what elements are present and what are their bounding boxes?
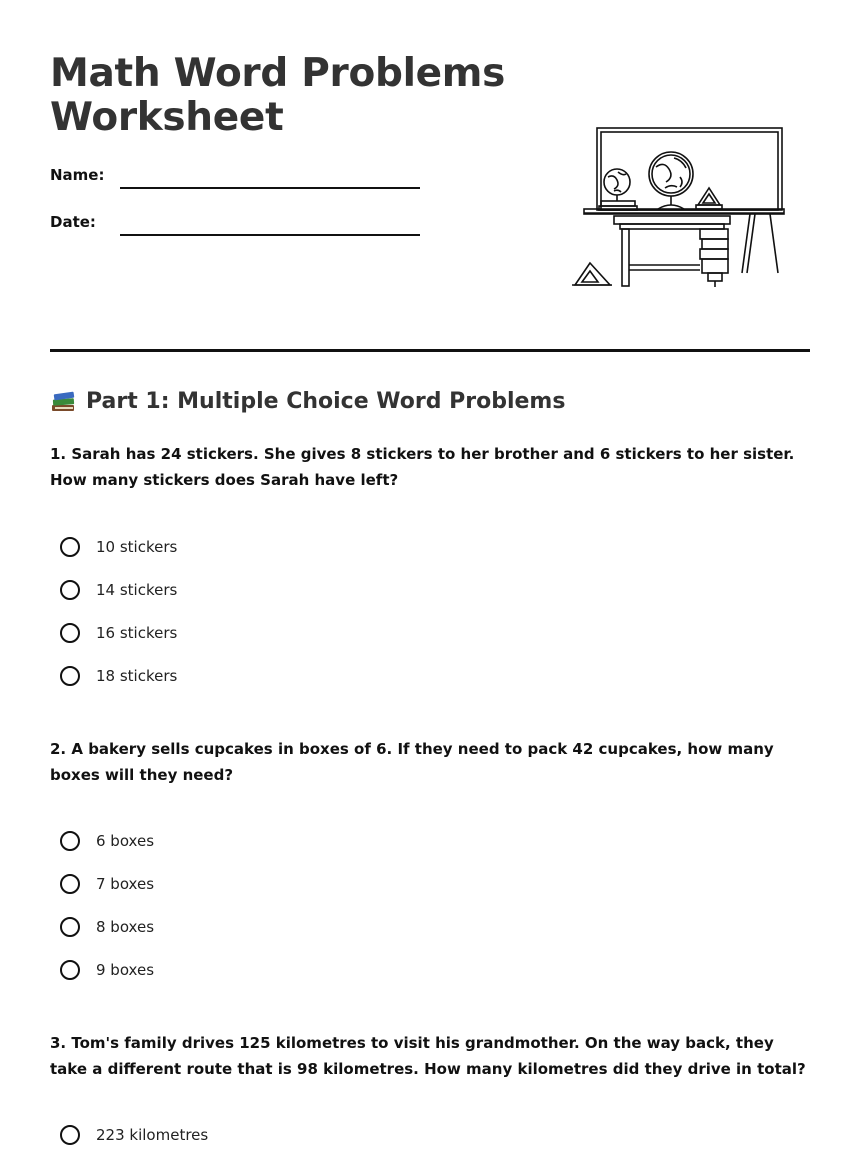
question-2: 2. A bakery sells cupcakes in boxes of 6. If they need to pack 42 cupcakes, how many boxes will they need?: [50, 740, 774, 784]
option-label: 18 stickers: [96, 667, 178, 685]
name-label: Name:: [50, 166, 105, 184]
option-label: 9 boxes: [96, 961, 155, 979]
name-field[interactable]: [120, 187, 420, 189]
radio-button[interactable]: [60, 874, 80, 894]
radio-button[interactable]: [60, 960, 80, 980]
q2-option-1[interactable]: [60, 831, 154, 851]
q2-option-2[interactable]: [60, 874, 154, 894]
q1-option-1[interactable]: [60, 537, 177, 557]
q2-option-4[interactable]: [60, 960, 154, 980]
option-label: 7 boxes: [96, 875, 155, 893]
radio-button[interactable]: [60, 623, 80, 643]
section-title: Part 1: Multiple Choice Word Problems: [86, 388, 566, 414]
radio-button[interactable]: [60, 1125, 80, 1145]
question-3: 3. Tom's family drives 125 kilometres to visit his grandmother. On the way back, they take a different route that is 98 kilometres. How many kilometres did they drive in total?: [50, 1034, 806, 1078]
radio-button[interactable]: [60, 580, 80, 600]
option-label: 223 kilometres: [96, 1126, 209, 1144]
date-field[interactable]: [120, 234, 420, 236]
books-icon: [50, 388, 76, 414]
q1-option-3[interactable]: [60, 623, 177, 643]
radio-button[interactable]: [60, 537, 80, 557]
q2-option-3[interactable]: [60, 917, 154, 937]
option-label: 14 stickers: [96, 581, 178, 599]
radio-button[interactable]: [60, 666, 80, 686]
title-line-1: Math Word Problems: [50, 51, 506, 96]
header-divider: [50, 349, 810, 352]
option-label: 8 boxes: [96, 918, 155, 936]
q1-option-4[interactable]: [60, 666, 177, 686]
worksheet-title: [50, 52, 505, 140]
q1-option-2[interactable]: [60, 580, 177, 600]
option-label: 16 stickers: [96, 624, 178, 642]
title-line-2: Worksheet: [50, 95, 284, 140]
radio-button[interactable]: [60, 831, 80, 851]
radio-button[interactable]: [60, 917, 80, 937]
section-heading: [50, 388, 565, 414]
classroom-illustration-icon: [570, 125, 790, 290]
question-1: 1. Sarah has 24 stickers. She gives 8 stickers to her brother and 6 stickers to her sister. How many stickers does Sarah have left?: [50, 445, 795, 489]
option-label: 10 stickers: [96, 538, 178, 556]
q3-option-1[interactable]: [60, 1125, 208, 1145]
date-label: Date:: [50, 213, 96, 231]
option-label: 6 boxes: [96, 832, 155, 850]
